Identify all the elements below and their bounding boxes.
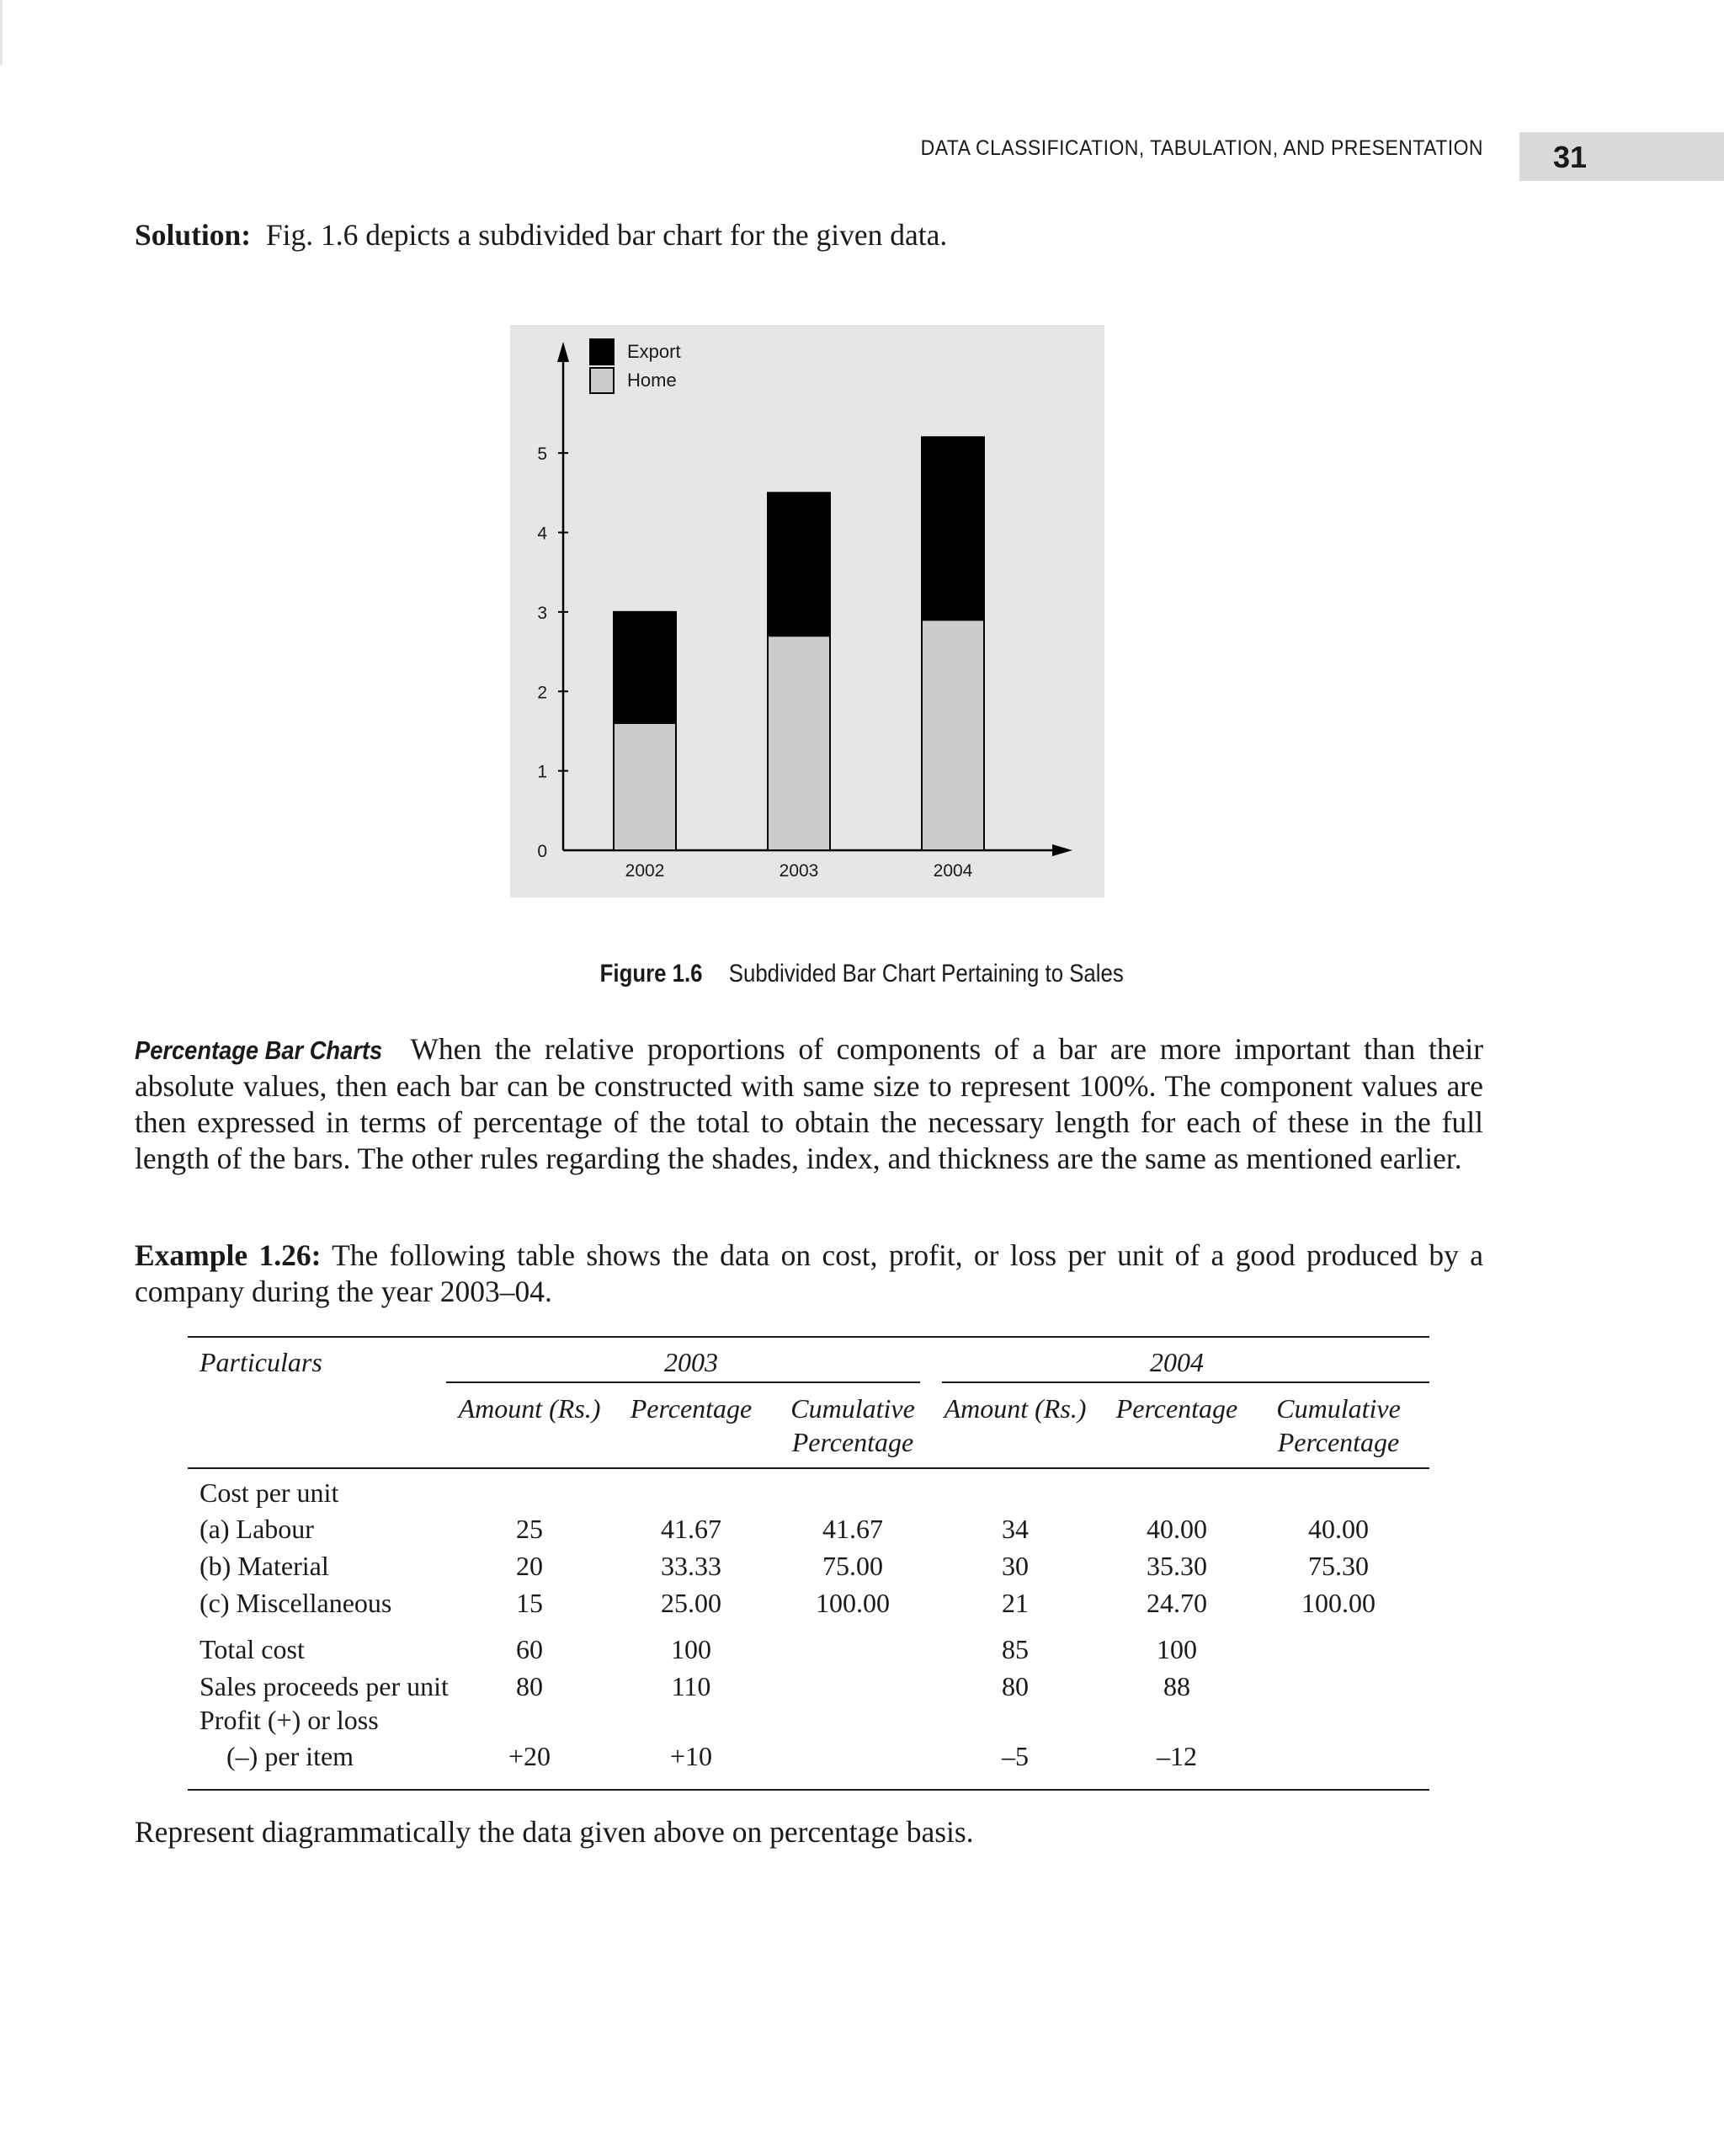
profit-amount-2004: –5 bbox=[1002, 1741, 1029, 1771]
table-cell-p1: 100 bbox=[671, 1634, 711, 1664]
y-tick-label: 2 bbox=[537, 683, 547, 703]
section-paragraph bbox=[135, 1031, 1483, 1177]
table-cell-a2: 30 bbox=[1002, 1551, 1029, 1581]
profit-amount-2003: +20 bbox=[508, 1741, 551, 1771]
col-cumulative-2003: Cumulative bbox=[790, 1393, 915, 1424]
y-tick-label: 5 bbox=[537, 445, 547, 465]
legend-label-export: Export bbox=[627, 341, 681, 362]
bar-home-2004 bbox=[922, 620, 984, 850]
example-label: Example 1.26: bbox=[135, 1238, 322, 1272]
profit-label-line2: (–) per item bbox=[226, 1741, 354, 1771]
table-cell-a2: 80 bbox=[1002, 1671, 1029, 1701]
solution-paragraph bbox=[135, 217, 1483, 253]
table-cell-a2: 34 bbox=[1002, 1514, 1029, 1544]
bar-export-2002 bbox=[614, 612, 676, 723]
table-cell-c1: 41.67 bbox=[822, 1514, 883, 1544]
table-row-label: (a) Labour bbox=[200, 1514, 314, 1544]
table-cell-p1: 41.67 bbox=[661, 1514, 721, 1544]
bar-home-2003 bbox=[768, 636, 830, 850]
year1-rule bbox=[446, 1381, 920, 1383]
particulars-header: Particulars bbox=[200, 1347, 322, 1377]
table-top-rule bbox=[188, 1336, 1429, 1338]
figure-label: Figure 1.6 bbox=[599, 960, 703, 988]
x-tick-label: 2002 bbox=[625, 861, 665, 881]
profit-percentage-2004: –12 bbox=[1157, 1741, 1197, 1771]
col-percentage-2004: Percentage bbox=[1115, 1393, 1238, 1424]
year2-header: 2004 bbox=[1150, 1347, 1204, 1377]
solution-text: Fig. 1.6 depicts a subdivided bar chart for the given data. bbox=[265, 218, 948, 252]
table-row-label: Sales proceeds per unit bbox=[200, 1671, 449, 1701]
bar-home-2002 bbox=[614, 723, 676, 850]
closing-paragraph: Represent diagrammatically the data given above on percentage basis. bbox=[135, 1815, 974, 1849]
table-cell-c2: 100.00 bbox=[1301, 1588, 1375, 1618]
subdivided-bar-chart bbox=[510, 325, 1104, 897]
table-cell-c1: 100.00 bbox=[816, 1588, 890, 1618]
group-label: Cost per unit bbox=[200, 1477, 339, 1508]
table-cell-a1: 20 bbox=[516, 1551, 543, 1581]
y-tick-label: 1 bbox=[537, 762, 547, 782]
bar-export-2004 bbox=[922, 437, 984, 620]
col-percentage-2003: Percentage bbox=[630, 1393, 753, 1424]
year2-rule bbox=[942, 1381, 1429, 1383]
profit-label-line1: Profit (+) or loss bbox=[200, 1705, 379, 1735]
page-number-box bbox=[1519, 132, 1724, 181]
example-paragraph bbox=[135, 1238, 1483, 1310]
profit-percentage-2003: +10 bbox=[669, 1741, 713, 1771]
table-cell-a2: 21 bbox=[1002, 1588, 1029, 1618]
x-tick-label: 2003 bbox=[779, 861, 819, 881]
table-bottom-rule bbox=[188, 1789, 1429, 1791]
page-number: 31 bbox=[1553, 140, 1588, 174]
legend-swatch-home bbox=[590, 368, 614, 393]
table-cell-a1: 15 bbox=[516, 1588, 543, 1618]
table-cell-a1: 25 bbox=[516, 1514, 543, 1544]
table-cell-p2: 35.30 bbox=[1147, 1551, 1207, 1581]
table-row-label: Total cost bbox=[200, 1634, 305, 1664]
example-text: The following table shows the data on cost, profit, or loss per unit of a good produced by a company during the year 2003–04. bbox=[135, 1238, 1484, 1308]
table-cell-c1: 75.00 bbox=[822, 1551, 883, 1581]
table-cell-p2: 40.00 bbox=[1147, 1514, 1207, 1544]
table-row-label: (b) Material bbox=[200, 1551, 329, 1581]
section-body: When the relative proportions of components of a bar are more important than their absolute values, then each bar can be constructed with same size to represent 100%. The component values are then expressed in terms of percentage of the total to obtain the necessary length for each of these in the full length of the bars. The other rules regarding the shades, index, and thickness are the same as mentioned earlier. bbox=[135, 1032, 1484, 1175]
running-head: DATA CLASSIFICATION, TABULATION, AND PRESENTATION bbox=[920, 136, 1483, 160]
figure-caption-text: Subdivided Bar Chart Pertaining to Sales bbox=[729, 960, 1125, 988]
table-cell-p1: 110 bbox=[671, 1671, 711, 1701]
legend-label-home: Home bbox=[627, 370, 677, 391]
cost-table bbox=[188, 1334, 1429, 1791]
col-cumulative-2004-line2: Percentage bbox=[1277, 1427, 1400, 1457]
solution-label: Solution: bbox=[135, 218, 252, 252]
table-cell-a1: 80 bbox=[516, 1671, 543, 1701]
y-tick-label: 4 bbox=[537, 524, 547, 544]
table-cell-a1: 60 bbox=[516, 1634, 543, 1664]
legend-swatch-export bbox=[590, 339, 614, 365]
table-cell-a2: 85 bbox=[1002, 1634, 1029, 1664]
year1-header: 2003 bbox=[664, 1347, 718, 1377]
table-cell-p2: 88 bbox=[1163, 1671, 1190, 1701]
section-heading: Percentage Bar Charts bbox=[135, 1035, 383, 1065]
col-amount-2004: Amount (Rs.) bbox=[944, 1393, 1087, 1424]
table-header-rule bbox=[188, 1467, 1429, 1469]
col-amount-2003: Amount (Rs.) bbox=[458, 1393, 601, 1424]
bar-export-2003 bbox=[768, 492, 830, 636]
page-edge-mark bbox=[0, 0, 3, 66]
table-cell-p2: 100 bbox=[1157, 1634, 1197, 1664]
table-cell-c2: 75.30 bbox=[1308, 1551, 1369, 1581]
col-cumulative-2003-line2: Percentage bbox=[791, 1427, 914, 1457]
table-cell-p2: 24.70 bbox=[1147, 1588, 1207, 1618]
table-row-label: (c) Miscellaneous bbox=[200, 1588, 392, 1618]
table-cell-c2: 40.00 bbox=[1308, 1514, 1369, 1544]
figure-caption bbox=[0, 960, 1724, 988]
x-tick-label: 2004 bbox=[933, 861, 973, 881]
y-tick-label: 0 bbox=[537, 842, 547, 861]
table-cell-p1: 33.33 bbox=[661, 1551, 721, 1581]
col-cumulative-2004: Cumulative bbox=[1276, 1393, 1401, 1424]
table-cell-p1: 25.00 bbox=[661, 1588, 721, 1618]
y-tick-label: 3 bbox=[537, 603, 547, 623]
